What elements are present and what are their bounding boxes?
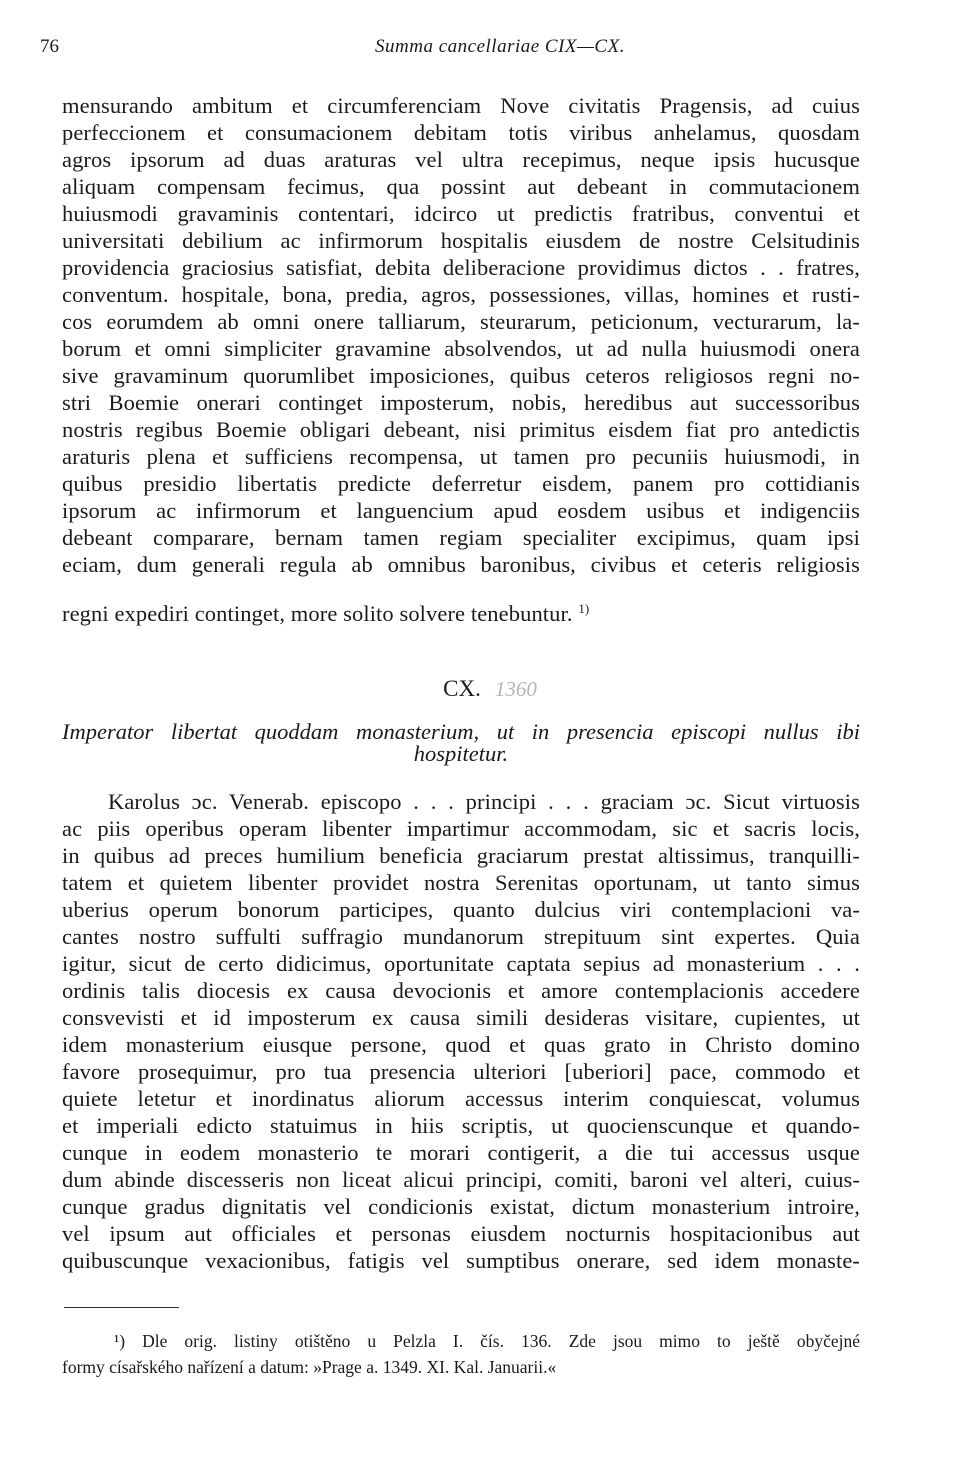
running-title: Summa cancellariae CIX—CX. [375,36,625,57]
text-line: debeant comparare, bernam tamen regiam specialiter excipimus, quam ipsi [62,525,860,550]
footnote-line: ¹) Dle orig. listiny otištěno u Pelzla I. čís. 136. Zde jsou mimo to ještě obyčejné [114,1331,860,1351]
text-line: araturis plena et sufficiens recompensa, ut tamen pro pecuniis huiusmodi, in [62,444,860,469]
text-line: perfeccionem et consumacionem debitam totis viribus anhelamus, quosdam [62,120,860,145]
running-head [40,36,920,66]
text-line: borum et omni simpliciter gravamine absolvendos, ut ad nulla huiusmodi onera [62,336,860,361]
section-heading-line: Imperator libertat quoddam monasterium, ut in presencia episcopi nullus ibi [62,719,860,744]
text-line: quibus presidio libertatis predicte deferretur eisdem, panem pro cottidianis [62,471,860,496]
text-line: favore prosequimur, pro tua presencia ulteriori [uberiori] pace, commodo et [62,1059,860,1084]
text-line: dum abinde discesseris non liceat alicui principi, comiti, baroni vel alteri, cuius- [62,1167,860,1192]
text-line: cunque in eodem monasterio te morari contigerit, a die tui accessus usque [62,1140,860,1165]
text-line: stri Boemie onerari continget imposterum, nobis, heredibus aut successoribus [62,390,860,415]
footnote-line: formy císařského nařízení a datum: »Prage a. 1349. XI. Kal. Januarii.« [62,1357,557,1377]
text-line: consvevisti et id imposterum ex causa simili desideras visitare, cupientes, ut [62,1005,860,1030]
text-line: cantes nostro suffulti suffragio mundanorum strepituum sint expertes. Quia [62,924,860,949]
text-line-last [62,600,860,628]
footnote-reference: 1) [578,601,590,616]
text-line: cunque gradus dignitatis vel condicionis existat, dictum monasterium introire, [62,1194,860,1219]
text-line: cos eorumdem ab omni onere talliarum, steurarum, peticionum, vecturarum, la- [62,309,860,334]
text-line: quibuscunque vexacionibus, fatigis vel sumptibus onerare, sed idem monaste- [62,1248,860,1273]
text-line: ordinis talis diocesis ex causa devocionis et amore contemplacionis accedere [62,978,860,1003]
text-line: idem monasterium eiusque persone, quod et quas grato in Christo domino [62,1032,860,1057]
handwritten-date-note: 1360 [494,677,537,701]
text-line: agros ipsorum ad duas araturas vel ultra recepimus, neque ipsis hucusque [62,147,860,172]
text-line: quiete letetur et inordinatus aliorum accessus interim conquiescat, volumus [62,1086,860,1111]
text-line: aliquam compensam fecimus, qua possint aut debeant in commutacionem [62,174,860,199]
text-line: Karolus ɔc. Venerab. episcopo . . . principi . . . graciam ɔc. Sicut virtuosis [108,789,860,814]
text-line: sive gravaminum quorumlibet imposiciones, quibus ceteros religiosos regni no- [62,363,860,388]
text-line: igitur, sicut de certo didicimus, oportunitate captata sepius ad monasterium . . . [62,951,860,976]
footnote-separator [64,1307,179,1308]
text-line: in quibus ad preces humilium beneficia graciarum prestat altissimus, tranquilli- [62,843,860,868]
text-line: providencia graciosius satisfiat, debita deliberacione providimus dictos . . fratres, [62,255,860,280]
text-line: tatem et quietem libenter providet nostra Serenitas oportunam, ut tanto simus [62,870,860,895]
text-line: ipsorum ac infirmorum et languencium apud eosdem usibus et indigenciis [62,498,860,523]
text-line: et imperiali edicto statuimus in hiis scriptis, ut quocienscunque et quando- [62,1113,860,1138]
text-line: mensurando ambitum et circumferenciam Nove civitatis Pragensis, ad cuius [62,93,860,118]
text-line: ac piis operibus operam libenter impartimur accommodam, sic et sacris locis, [62,816,860,841]
text-line: huiusmodi gravaminis contentari, idcirco ut predictis fratribus, conventui et [62,201,860,226]
text-line-content: regni expediri continget, more solito solvere tenebuntur. [62,601,573,626]
text-line: vel ipsum aut officiales et personas eiusdem nocturnis hospitacionibus aut [62,1221,860,1246]
page-number: 76 [40,36,59,57]
section-number [0,676,960,702]
text-line: universitati debilium ac infirmorum hospitalis eiusdem de nostre Celsitudinis [62,228,860,253]
text-line: uberius operum bonorum participes, quanto dulcius viri contemplacioni va- [62,897,860,922]
text-line: nostris regibus Boemie obligari debeant, nisi primitus eisdem fiat pro antedictis [62,417,860,442]
section-heading-line: hospitetur. [413,741,509,766]
section-number-label: CX. [443,676,481,701]
text-line: conventum. hospitale, bona, predia, agros, possessiones, villas, homines et rusti- [62,282,860,307]
text-line: eciam, dum generali regula ab omnibus baronibus, civibus et ceteris religiosis [62,552,860,577]
